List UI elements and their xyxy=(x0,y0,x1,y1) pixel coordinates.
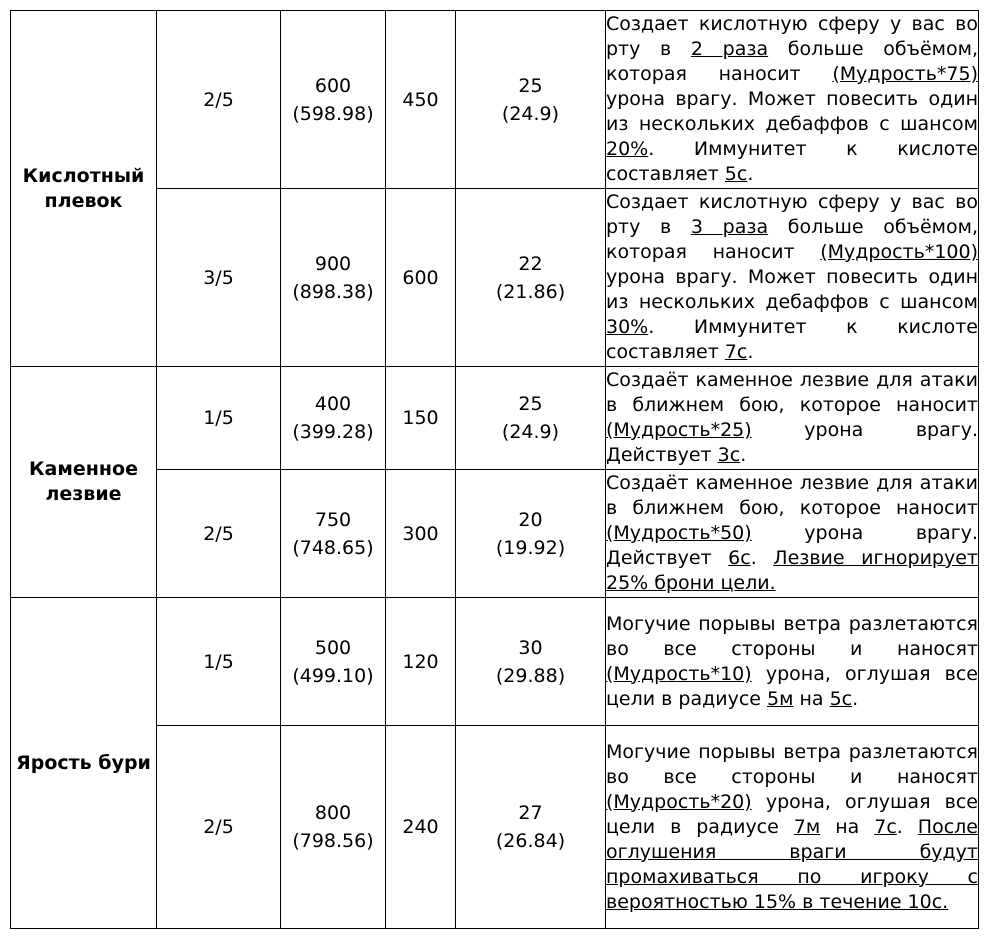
underlined-text: 7с xyxy=(874,815,897,838)
cooldown-exact: (29.88) xyxy=(495,664,566,687)
level-cell: 2/5 xyxy=(157,470,281,598)
level-cell: 1/5 xyxy=(157,367,281,470)
description-text: на xyxy=(820,815,875,838)
cooldown-exact: (26.84) xyxy=(495,830,566,852)
description-text: больше объёмом, которая наносит xyxy=(606,38,979,85)
cost-cell xyxy=(281,367,386,470)
cost-cell xyxy=(281,726,386,929)
cost-value: 900 xyxy=(314,252,352,275)
value-cell: 120 xyxy=(386,598,456,726)
underlined-text: 5м xyxy=(767,687,794,710)
table-row xyxy=(11,598,979,726)
cooldown-cell xyxy=(456,598,606,726)
underlined-text: (Мудрость*25) xyxy=(606,419,752,441)
underlined-text: 3 раза xyxy=(690,216,769,238)
underlined-text: (Мудрость*50) xyxy=(606,522,752,544)
level-cell: 2/5 xyxy=(157,726,281,929)
table-row xyxy=(11,189,979,367)
cost-exact: (798.56) xyxy=(292,830,374,852)
description-cell xyxy=(606,598,979,726)
level-cell: 2/5 xyxy=(157,11,281,189)
table-row xyxy=(11,11,979,189)
description-text: урона врагу. Может повесить один из нескольких дебаффов с шансом xyxy=(606,88,978,135)
cost-cell xyxy=(281,470,386,598)
description-text: Создаёт каменное лезвие для атаки в ближнем бою, которое наносит xyxy=(606,472,978,519)
cooldown-cell xyxy=(456,470,606,598)
value-cell: 450 xyxy=(386,11,456,189)
cost-value: 500 xyxy=(314,636,352,659)
description-text: . xyxy=(896,815,918,838)
value-cell: 150 xyxy=(386,367,456,470)
description-text: . xyxy=(740,444,747,466)
cost-exact: (399.28) xyxy=(292,421,374,443)
underlined-text: 20% xyxy=(606,138,649,160)
description-text: . xyxy=(852,687,859,710)
cost-value: 600 xyxy=(314,74,352,97)
underlined-text: 30% xyxy=(606,316,649,338)
underlined-text: (Мудрость*10) xyxy=(606,662,752,685)
cooldown-value: 20 xyxy=(518,508,543,531)
description-cell xyxy=(606,726,979,929)
description-text: . Иммунитет к кислоте составляет xyxy=(606,138,978,185)
description-text: Создает кислотную сферу у вас во рту в xyxy=(606,13,978,60)
value-cell: 300 xyxy=(386,470,456,598)
cooldown-exact: (21.86) xyxy=(495,280,566,303)
skills-table xyxy=(10,10,979,929)
description-text: Могучие порывы ветра разлетаются во все стороны и наносят xyxy=(606,740,978,788)
value-cell: 600 xyxy=(386,189,456,367)
value-cell: 240 xyxy=(386,726,456,929)
description-text: Создаёт каменное лезвие для атаки в ближнем бою, которое наносит xyxy=(606,369,978,416)
description-cell xyxy=(606,189,979,367)
description-text: урона врагу. Может повесить один из нескольких дебаффов с шансом xyxy=(606,266,978,313)
description-text: урона врагу. Действует xyxy=(606,522,978,569)
underlined-text: Лезвие игнорирует 25% брони цели. xyxy=(606,547,978,594)
cooldown-exact: (24.9) xyxy=(501,421,560,443)
table-row xyxy=(11,367,979,470)
description-text: урона врагу. Действует xyxy=(606,419,978,466)
underlined-text: (Мудрость*100) xyxy=(820,241,978,263)
cooldown-cell xyxy=(456,726,606,929)
description-text: . xyxy=(750,547,774,569)
skill-name: Ярость бури xyxy=(11,598,157,929)
description-text: урона, оглушая все цели в радиусе xyxy=(606,790,978,838)
table-row xyxy=(11,470,979,598)
description-text: Могучие порывы ветра разлетаются во все стороны и наносят xyxy=(606,612,978,660)
description-text: . Иммунитет к кислоте составляет xyxy=(606,316,978,363)
cooldown-value: 25 xyxy=(518,393,543,415)
description-text: больше объёмом, которая наносит xyxy=(606,216,979,263)
description-text: урона, оглушая все цели в радиусе xyxy=(606,662,978,710)
skill-name: Кислотный плевок xyxy=(11,11,157,367)
underlined-text: После оглушения враги будут промахиваться по игроку с вероятностью 15% в течение 10с. xyxy=(606,815,978,913)
cost-cell xyxy=(281,598,386,726)
cooldown-cell xyxy=(456,367,606,470)
cost-value: 800 xyxy=(314,802,352,824)
description-cell xyxy=(606,367,979,470)
underlined-text: (Мудрость*20) xyxy=(606,790,752,813)
description-text: на xyxy=(793,687,830,710)
table-row xyxy=(11,726,979,929)
cooldown-cell xyxy=(456,11,606,189)
description-cell xyxy=(606,470,979,598)
cost-exact: (598.98) xyxy=(292,102,374,125)
cost-exact: (499.10) xyxy=(292,664,374,687)
cost-cell xyxy=(281,189,386,367)
level-cell: 3/5 xyxy=(157,189,281,367)
cooldown-value: 27 xyxy=(518,802,543,824)
underlined-text: 5с xyxy=(724,163,748,185)
underlined-text: 6с xyxy=(728,547,751,569)
underlined-text: 5с xyxy=(829,687,853,710)
cooldown-exact: (19.92) xyxy=(495,536,566,559)
cost-exact: (898.38) xyxy=(292,280,374,303)
underlined-text: 7с xyxy=(724,341,748,363)
level-cell: 1/5 xyxy=(157,598,281,726)
cost-value: 400 xyxy=(314,393,352,415)
cooldown-exact: (24.9) xyxy=(501,102,560,125)
cost-value: 750 xyxy=(314,508,352,531)
cooldown-value: 25 xyxy=(518,74,543,97)
underlined-text: (Мудрость*75) xyxy=(832,63,978,85)
skill-name: Каменное лезвие xyxy=(11,367,157,598)
description-text: . xyxy=(747,163,754,185)
cooldown-value: 22 xyxy=(518,252,543,275)
underlined-text: 2 раза xyxy=(690,38,769,60)
cost-cell xyxy=(281,11,386,189)
cooldown-value: 30 xyxy=(518,636,543,659)
description-text: Создает кислотную сферу у вас во рту в xyxy=(606,191,978,238)
description-text: . xyxy=(747,341,754,363)
cooldown-cell xyxy=(456,189,606,367)
underlined-text: 7м xyxy=(793,815,821,838)
underlined-text: 3с xyxy=(717,444,741,466)
description-cell xyxy=(606,11,979,189)
cost-exact: (748.65) xyxy=(292,536,374,559)
